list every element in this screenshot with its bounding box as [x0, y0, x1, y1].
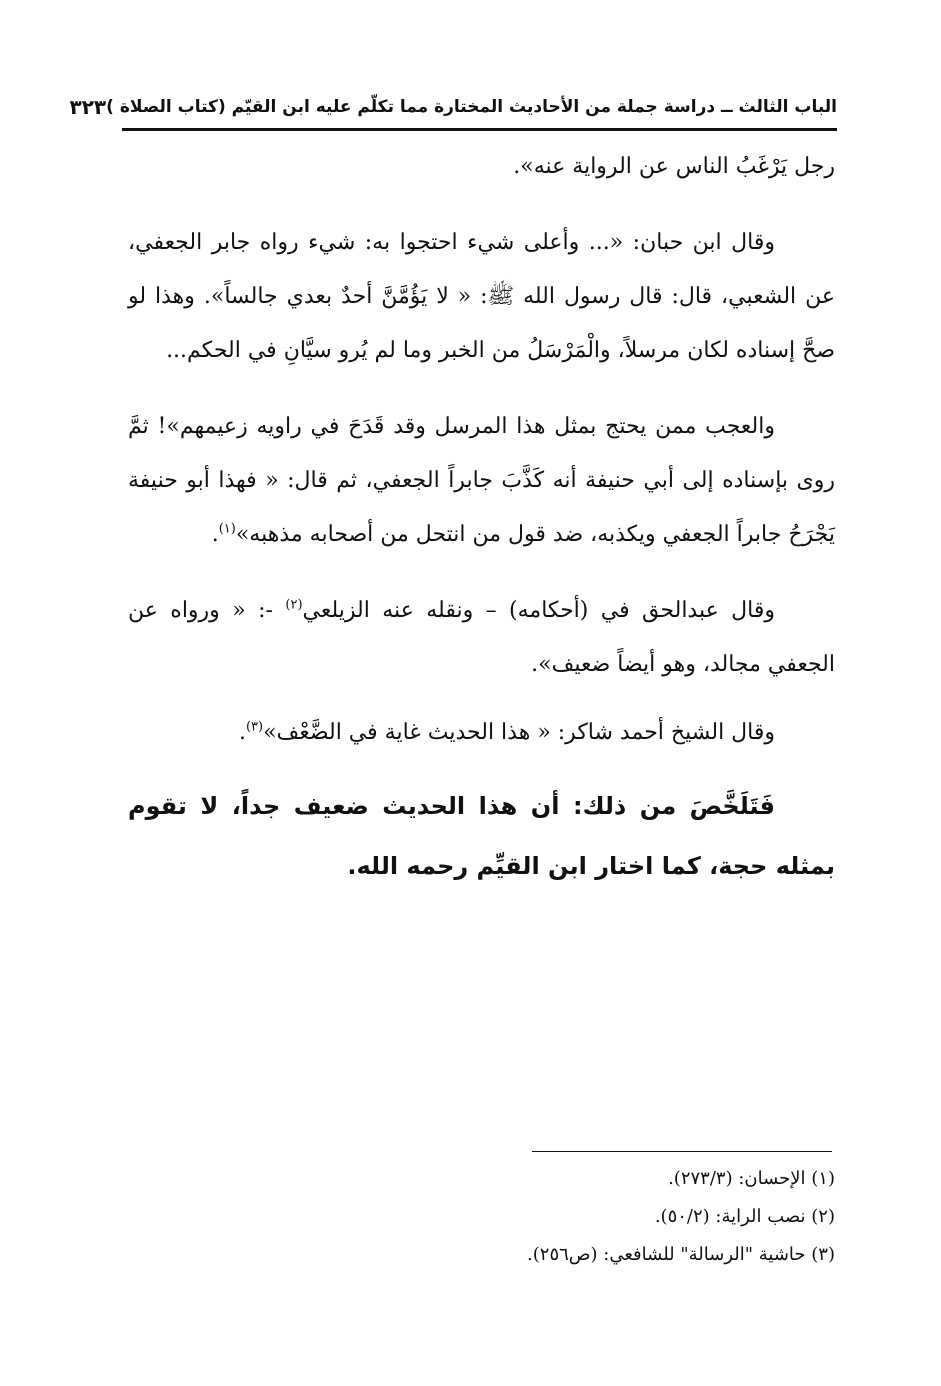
footnote-1: (١) الإحسان: (٢٧٣/٣).: [668, 1168, 835, 1189]
body-text: [128, 140, 835, 896]
footnote-rule: [532, 1151, 832, 1152]
header-title: الباب الثالث ــ دراسة جملة من الأحاديث المختارة مما تكلّم عليه ابن القيّم (كتاب الصلاة ): [106, 97, 837, 117]
paragraph-5-end: .: [238, 720, 246, 745]
paragraph-2: وقال ابن حبان: «... وأعلى شيء احتجوا به: شيء رواه جابر الجعفي، عن الشعبي، قال: قال رسول الله ﷺ: « لا يَؤُمَّنَّ أحدٌ بعدي جالساً». وهذا لو صحَّ إسناده لكان مرسلاً، والْمَرْسَلُ من الخبر وما لم يُرو سيَّانِ في الحكم...: [128, 230, 835, 363]
paragraph-3: [128, 400, 835, 562]
footnotes: [300, 1160, 835, 1274]
header-rule: [122, 128, 837, 131]
footnote-ref-3[interactable]: (٣): [245, 719, 264, 735]
conclusion-paragraph: فَتَلَخَّصَ من ذلك: أن هذا الحديث ضعيف جداً، لا تقوم بمثله حجة، كما اختار ابن القيِّم رحمه الله.: [128, 792, 835, 880]
running-header: [69, 88, 837, 126]
paragraph-4-text-b: -: « ورواه عن الجعفي مجالد، وهو أيضاً ضعيف».: [128, 598, 835, 677]
footnote-ref-2[interactable]: (٢): [285, 597, 303, 613]
paragraph-4-text-a: وقال عبدالحق في (أحكامه) – ونقله عنه الزيلعي: [302, 598, 775, 623]
footnote-3: (٣) حاشية "الرسالة" للشافعي: (ص٢٥٦).: [527, 1244, 835, 1265]
paragraph-5-text: وقال الشيخ أحمد شاكر: « هذا الحديث غاية في الضَّعْف»: [263, 720, 775, 745]
footnote-ref-1[interactable]: (١): [218, 521, 236, 537]
page-number: ٣٢٣: [69, 95, 107, 119]
footnote-2: (٢) نصب الراية: (٥٠/٢).: [654, 1206, 835, 1227]
paragraph-3-text: والعجب ممن يحتج بمثل هذا المرسل وقد قَدَحَ في راويه زعيمهم»! ثمَّ روى بإسناده إلى أبي حنيفة أنه كَذَّبَ جابراً الجعفي، ثم قال: « فهذا أبو حنيفة يَجْرَحُ جابراً الجعفي ويكذبه، ضد قول من انتحل من أصحابه مذهبه»: [128, 414, 835, 547]
paragraph-3-end: .: [211, 522, 219, 547]
paragraph-4: [128, 584, 835, 692]
paragraph-5: [128, 706, 835, 760]
paragraph-1: رجل يَرْغَبُ الناس عن الرواية عنه».: [513, 154, 835, 179]
